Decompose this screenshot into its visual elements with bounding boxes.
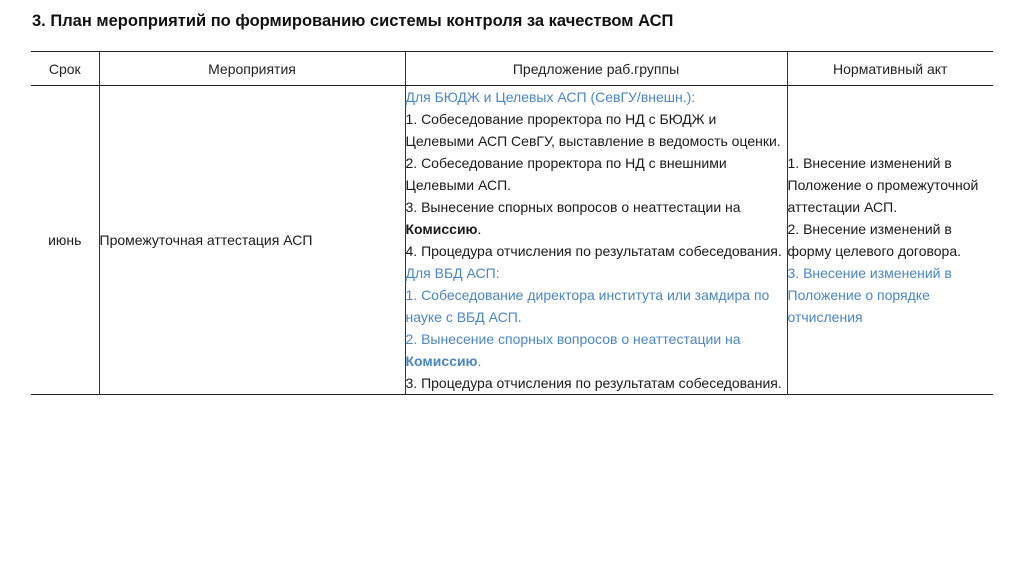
proposal-item-2-3: 3. Процедура отчисления по результатам собеседования. xyxy=(405,375,782,391)
proposal-item-1-3 xyxy=(406,196,787,240)
page-title: 3. План мероприятий по формированию системы контроля за качеством АСП xyxy=(32,12,674,30)
act-item-2: 2. Внесение изменений в форму целевого договора. xyxy=(787,221,962,259)
cell-term: июнь xyxy=(31,86,99,395)
act-item-1: 1. Внесение изменений в Положение о промежуточной аттестации АСП. xyxy=(787,155,979,215)
proposal-item-1-1: 1. Собеседование проректора по НД с БЮДЖ и Целевыми АСП СевГУ, выставление в ведомость оценки. xyxy=(405,111,781,149)
header-term: Срок xyxy=(31,52,99,86)
proposal-group1-title: Для БЮДЖ и Целевых АСП (СевГУ/внешн.): xyxy=(405,89,696,105)
proposal-item-1-3-end: . xyxy=(477,221,482,237)
header-event: Мероприятия xyxy=(99,52,405,86)
proposal-group2-title: Для ВБД АСП: xyxy=(405,265,500,281)
cell-act xyxy=(787,86,993,395)
table-row xyxy=(31,86,993,395)
proposal-item-2-1: 1. Собеседование директора института или замдира по науке с ВБД АСП. xyxy=(405,287,770,325)
proposal-item-2-2-end: . xyxy=(477,353,482,369)
cell-event: Промежуточная аттестация АСП xyxy=(99,86,405,395)
table-header-row xyxy=(31,52,993,86)
commission-emphasis: Комиссию xyxy=(405,221,478,237)
proposal-item-1-4: 4. Процедура отчисления по результатам собеседования. xyxy=(405,243,782,259)
proposal-item-2-2-text: 2. Вынесение спорных вопросов о неаттестации на xyxy=(405,331,741,347)
proposal-item-2-2 xyxy=(406,328,787,372)
commission-emphasis: Комиссию xyxy=(405,353,478,369)
header-act: Нормативный акт xyxy=(787,52,993,86)
cell-proposal xyxy=(405,86,787,395)
proposal-item-1-3-text: 3. Вынесение спорных вопросов о неаттестации на xyxy=(405,199,741,215)
proposal-item-1-2: 2. Собеседование проректора по НД с внешними Целевыми АСП. xyxy=(405,155,727,193)
plan-table xyxy=(31,51,993,395)
act-item-3: 3. Внесение изменений в Положение о порядке отчисления xyxy=(787,265,952,325)
header-proposal: Предложение раб.группы xyxy=(405,52,787,86)
